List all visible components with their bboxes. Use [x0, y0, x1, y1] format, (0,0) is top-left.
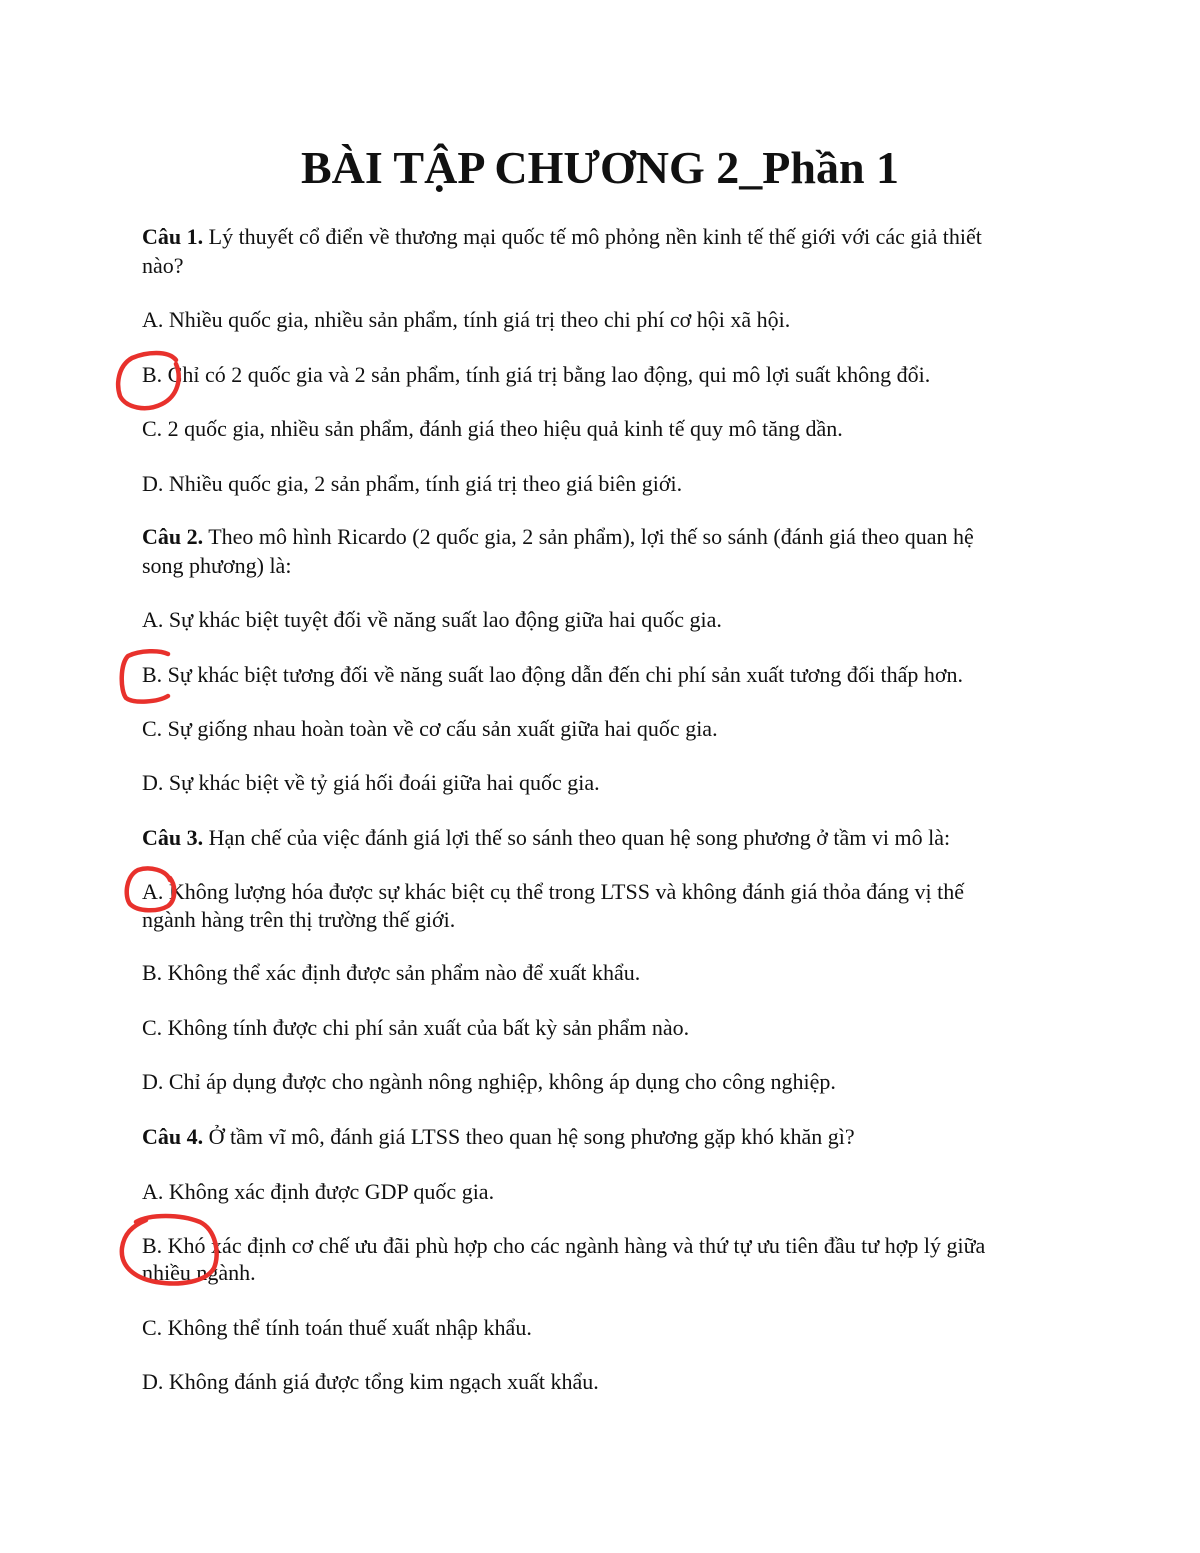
- question-3-option-a-continued: ngành hàng trên thị trường thế giới.: [142, 907, 456, 932]
- question-3-option-b: B. Không thể xác định được sản phẩm nào để xuất khẩu.: [142, 960, 641, 985]
- question-4-option-a: A. Không xác định được GDP quốc gia.: [142, 1179, 495, 1204]
- question-text: Lý thuyết cổ điển về thương mại quốc tế mô phỏng nền kinh tế thế giới với các giả thiết: [203, 224, 982, 249]
- question-label: Câu 4.: [142, 1124, 204, 1149]
- question-label: Câu 3.: [142, 825, 204, 850]
- question-1-stem: [142, 222, 1062, 251]
- question-4-option-c: C. Không thể tính toán thuế xuất nhập khẩu.: [142, 1315, 532, 1340]
- question-2-stem: [142, 522, 1062, 551]
- question-4-option-b: B. Khó xác định cơ chế ưu đãi phù hợp cho các ngành hàng và thứ tự ưu tiên đầu tư hợp lý giữa: [142, 1233, 986, 1258]
- question-text: Ở tầm vĩ mô, đánh giá LTSS theo quan hệ song phương gặp khó khăn gì?: [203, 1124, 855, 1149]
- question-1-option-c: C. 2 quốc gia, nhiều sản phẩm, đánh giá theo hiệu quả kinh tế quy mô tăng dần.: [142, 416, 843, 441]
- question-1-stem-continued: nào?: [142, 253, 184, 278]
- question-text: Hạn chế của việc đánh giá lợi thế so sánh theo quan hệ song phương ở tầm vi mô là:: [203, 825, 951, 850]
- question-2-option-c: C. Sự giống nhau hoàn toàn về cơ cấu sản xuất giữa hai quốc gia.: [142, 716, 718, 741]
- question-1-option-b: B. Chỉ có 2 quốc gia và 2 sản phẩm, tính giá trị bằng lao động, qui mô lợi suất không đổi.: [142, 362, 931, 387]
- page-title: BÀI TẬP CHƯƠNG 2_Phần 1: [300, 142, 900, 193]
- question-3-option-c: C. Không tính được chi phí sản xuất của bất kỳ sản phẩm nào.: [142, 1015, 690, 1040]
- question-3-stem: [142, 823, 1062, 852]
- question-2-option-d: D. Sự khác biệt về tỷ giá hối đoái giữa hai quốc gia.: [142, 770, 600, 795]
- question-3-option-d: D. Chỉ áp dụng được cho ngành nông nghiệp, không áp dụng cho công nghiệp.: [142, 1069, 836, 1094]
- question-2-option-a: A. Sự khác biệt tuyệt đối về năng suất lao động giữa hai quốc gia.: [142, 607, 722, 632]
- question-label: Câu 1.: [142, 224, 204, 249]
- question-4-option-d: D. Không đánh giá được tổng kim ngạch xuất khẩu.: [142, 1369, 599, 1394]
- question-2-option-b: B. Sự khác biệt tương đối về năng suất lao động dẫn đến chi phí sản xuất tương đối thấp hơn.: [142, 662, 963, 687]
- question-4-option-b-continued: nhiều ngành.: [142, 1260, 256, 1285]
- question-label: Câu 2.: [142, 524, 204, 549]
- question-text: Theo mô hình Ricardo (2 quốc gia, 2 sản phẩm), lợi thế so sánh (đánh giá theo quan hệ: [203, 524, 974, 549]
- question-4-stem: [142, 1122, 1062, 1151]
- question-1-option-a: A. Nhiều quốc gia, nhiều sản phẩm, tính giá trị theo chi phí cơ hội xã hội.: [142, 307, 791, 332]
- question-1-option-d: D. Nhiều quốc gia, 2 sản phẩm, tính giá trị theo giá biên giới.: [142, 471, 683, 496]
- question-3-option-a: A. Không lượng hóa được sự khác biệt cụ thể trong LTSS và không đánh giá thỏa đáng vị thế: [142, 879, 964, 904]
- question-2-stem-continued: song phương) là:: [142, 553, 292, 578]
